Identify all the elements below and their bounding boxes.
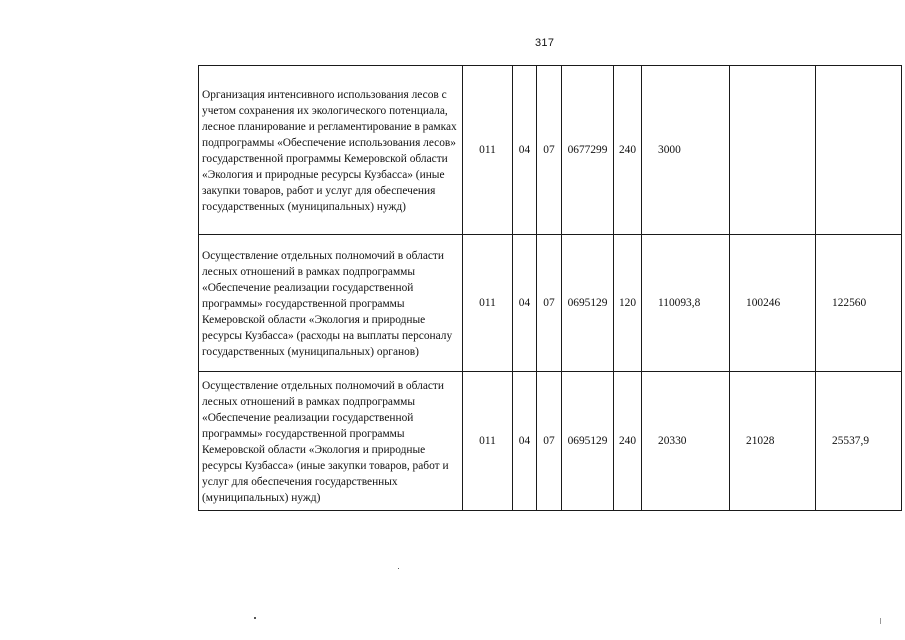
scan-speck [254,617,256,619]
table-row [199,66,902,235]
amount-year-1: 20330 [642,372,730,511]
subsection-code: 07 [537,235,562,372]
amount-year-3 [816,66,902,235]
expense-type-code: 240 [614,372,642,511]
section-code: 04 [513,235,537,372]
subsection-code: 07 [537,372,562,511]
ministry-code: 011 [463,372,513,511]
expense-type-code: 240 [614,66,642,235]
target-article-code: 0695129 [562,372,614,511]
expense-type-code: 120 [614,235,642,372]
ministry-code: 011 [463,235,513,372]
section-code: 04 [513,372,537,511]
amount-year-2: 100246 [730,235,816,372]
row-description: Осуществление отдельных полномочий в области лесных отношений в рамках подпрограммы «Обеспечение реализации государственной программы» государственной программы Кемеровской области «Экология и природные ресурсы Кузбасса» (иные закупки товаров, работ и услуг для обеспечения государственных (муниципальных) нужд) [199,372,463,511]
amount-year-3: 122560 [816,235,902,372]
scan-speck [880,618,881,624]
amount-year-1: 110093,8 [642,235,730,372]
scan-speck [398,568,399,569]
amount-year-3: 25537,9 [816,372,902,511]
row-description: Осуществление отдельных полномочий в области лесных отношений в рамках подпрограммы «Обеспечение реализации государственной программы» государственной программы Кемеровской области «Экология и природные ресурсы Кузбасса» (расходы на выплаты персоналу государственных (муниципальных) органов) [199,235,463,372]
target-article-code: 0677299 [562,66,614,235]
amount-year-2: 21028 [730,372,816,511]
subsection-code: 07 [537,66,562,235]
row-description: Организация интенсивного использования лесов с учетом сохранения их экологического потенциала, лесное планирование и регламентирование в рамках подпрограммы «Обеспечение использования лесов» государственной программы Кемеровской области «Экология и природные ресурсы Кузбасса» (иные закупки товаров, работ и услуг для обеспечения государственных (муниципальных) нужд) [199,66,463,235]
table-row [199,235,902,372]
budget-table [198,65,902,511]
amount-year-2 [730,66,816,235]
page-number: 317 [535,37,555,49]
section-code: 04 [513,66,537,235]
table-row [199,372,902,511]
target-article-code: 0695129 [562,235,614,372]
ministry-code: 011 [463,66,513,235]
amount-year-1: 3000 [642,66,730,235]
